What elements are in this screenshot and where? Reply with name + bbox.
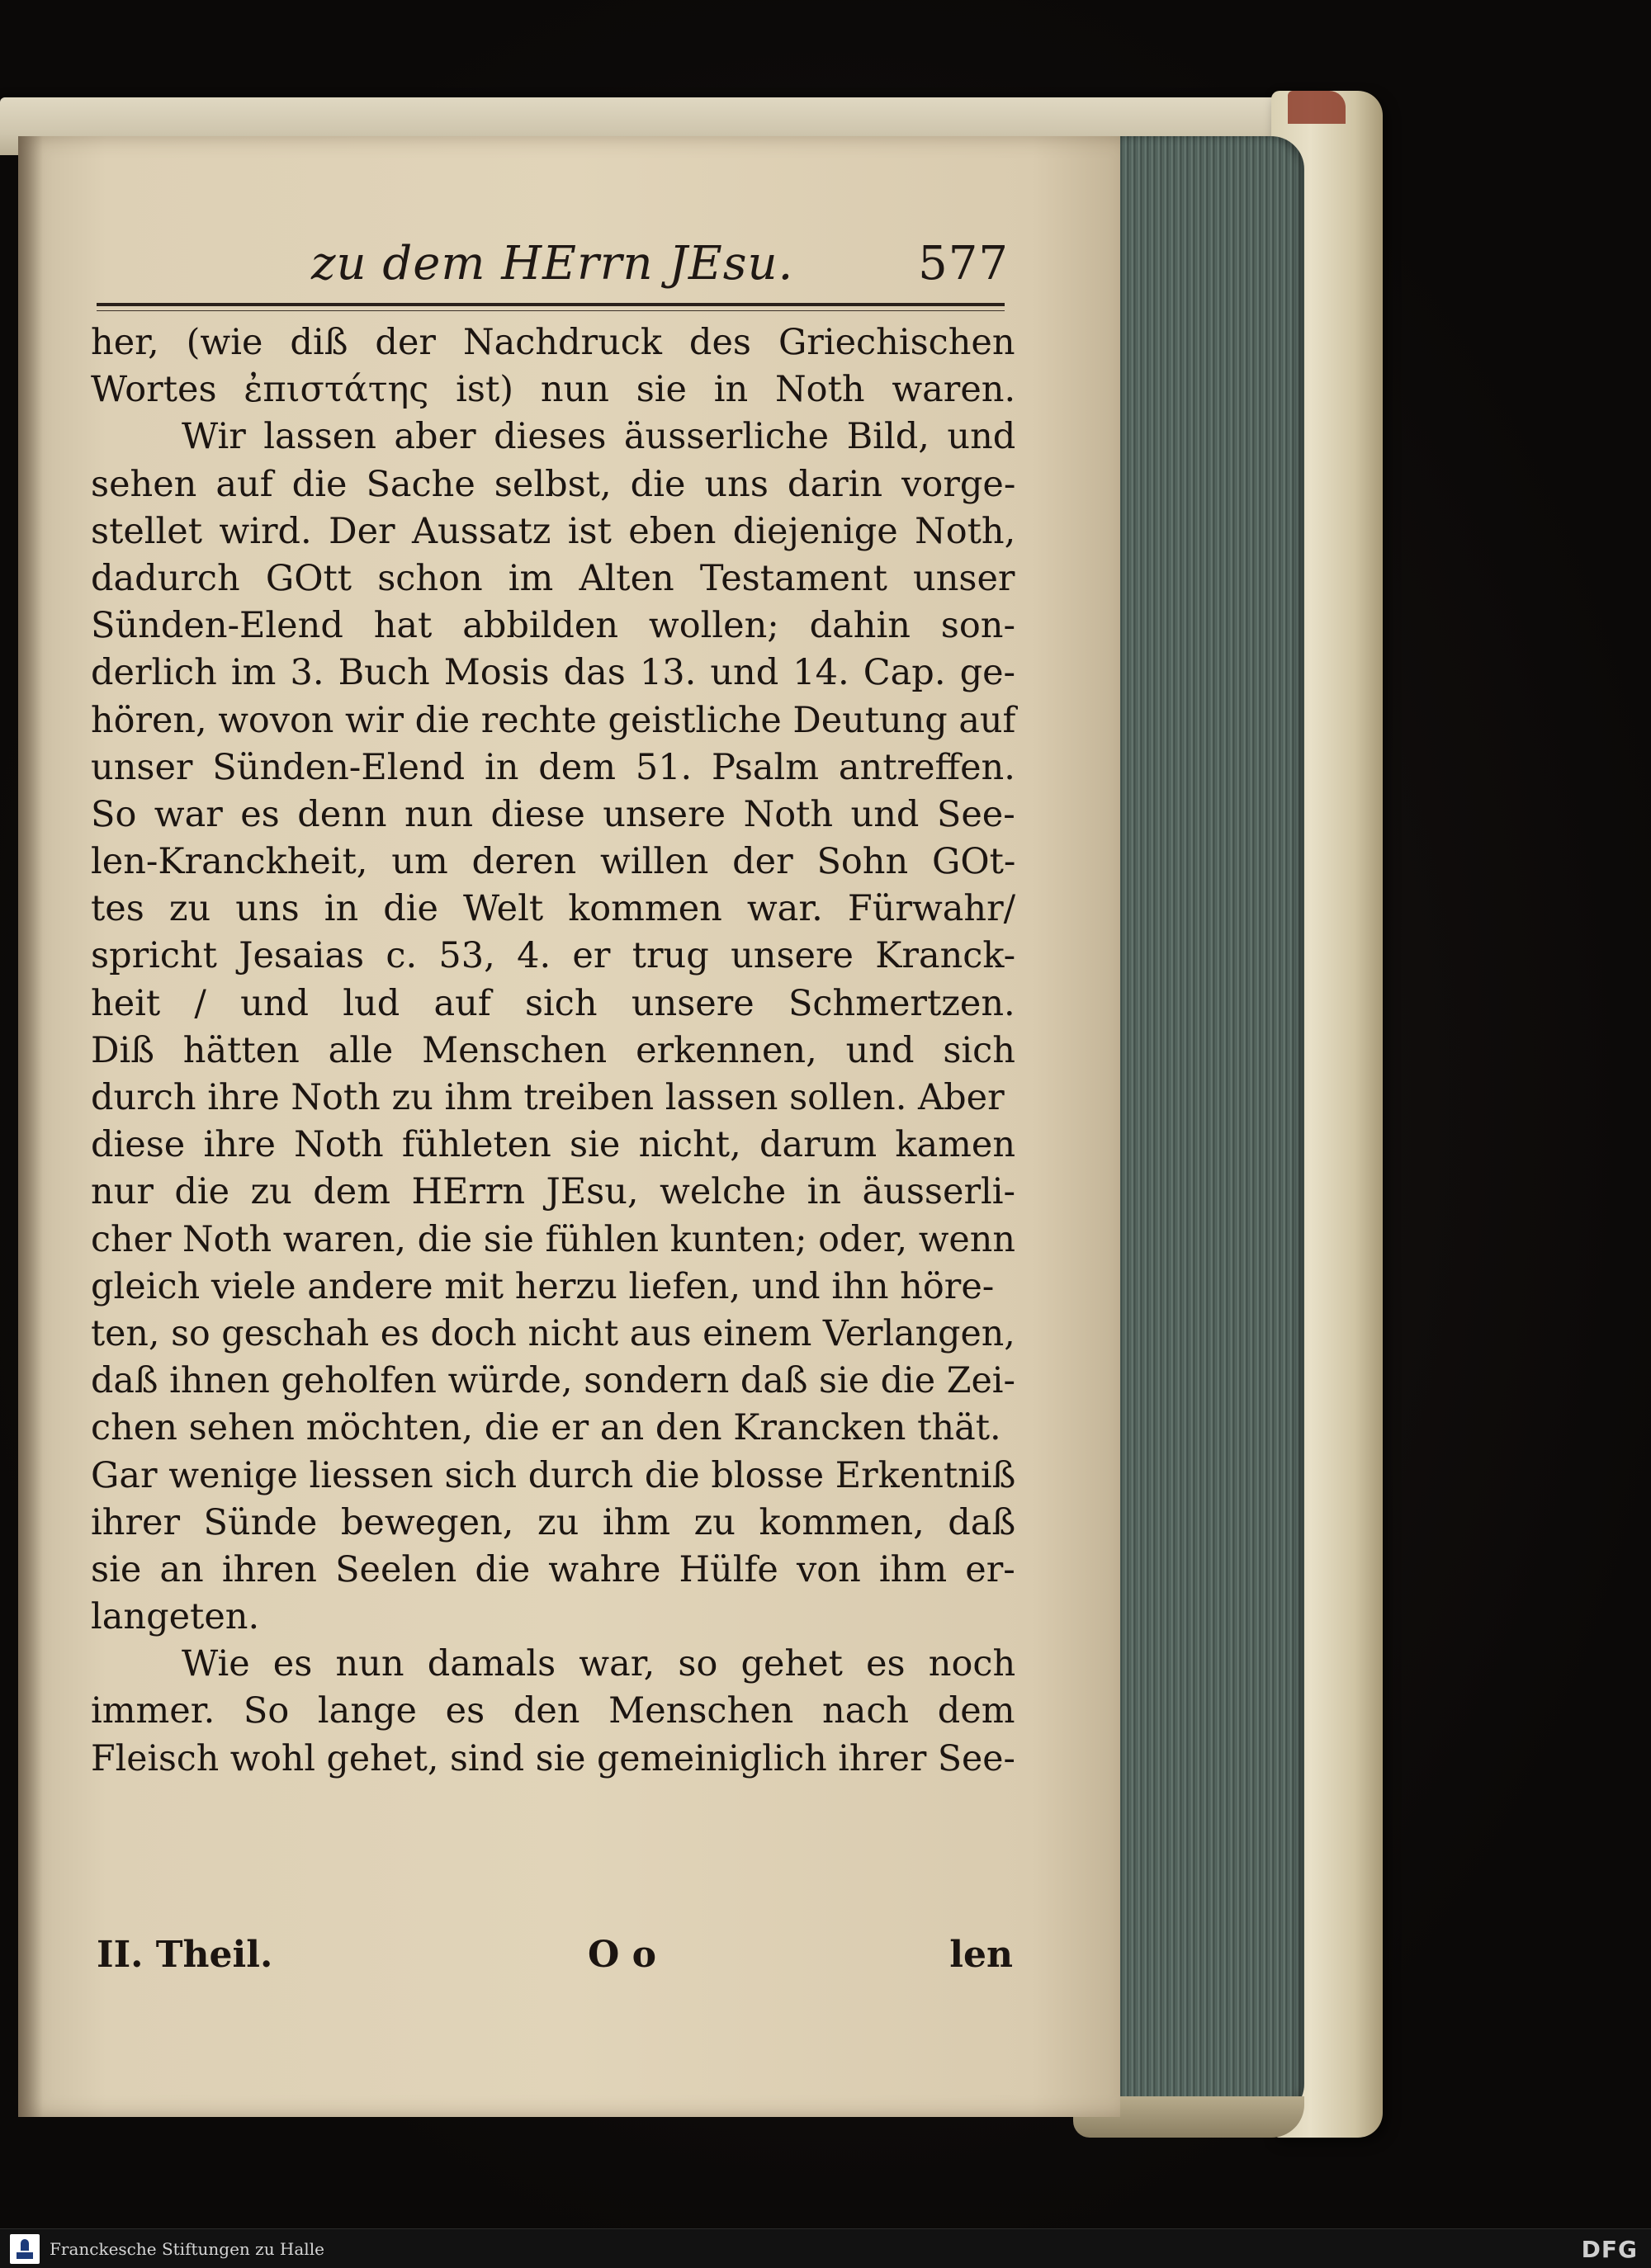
text-line: diese ihre Noth fühleten sie nicht, darum kamen [91,1124,1016,1166]
page-block-edges [1110,136,1304,2117]
running-head [97,237,1009,295]
viewer-bottom-bar [0,2228,1651,2268]
text-line: langeten. [91,1596,260,1638]
logo-base [17,2252,33,2259]
text-line: len-Kranckheit, um deren willen der Sohn GOt- [91,841,1016,883]
text-line: Wie es nun damals war, so gehet es noch [182,1643,1016,1685]
text-line: cher Noth waren, die sie fühlen kunten; oder, wenn [91,1218,1015,1260]
text-line: her, (wie diß der Nachdruck des Griechischen [91,322,1015,363]
page-number: 577 [918,237,1009,291]
running-title: zu dem HErrn JEsu. [311,237,794,291]
text-line: Wortes ἐπιστάτης ist) nun sie in Noth waren. [91,369,1016,411]
text-line: ihrer Sünde bewegen, zu ihm zu kommen, daß [91,1501,1016,1543]
text-line: daß ihnen geholfen würde, sondern daß sie die Zei- [91,1360,1015,1402]
text-line: dadurch GOtt schon im Alten Testament unser [91,557,1015,599]
text-line: Fleisch wohl gehet, sind sie gemeiniglich ihrer See- [91,1737,1015,1779]
text-line: nur die zu dem HErrn JEsu, welche in äusserli- [91,1171,1016,1213]
francke-foundations-logo-icon[interactable] [10,2234,40,2264]
footer-signature-mark: O o [588,1934,656,1976]
head-rule-thin [97,310,1005,311]
page-body-text [91,319,1015,1783]
footer-catchword: len [949,1934,1013,1976]
text-line: Diß hätten alle Menschen erkennen, und sich [91,1029,1015,1071]
text-line: ten, so geschah es doch nicht aus einem Verlangen, [91,1312,1015,1354]
text-line: unser Sünden-Elend in dem 51. Psalm antreffen. [91,746,1015,788]
text-line: Gar wenige liessen sich durch die blosse Erkentniß [91,1454,1016,1496]
text-line: derlich im 3. Buch Mosis das 13. und 14. Cap. ge- [91,652,1016,694]
dfg-logo[interactable]: DFG [1581,2236,1638,2263]
text-line: tes zu uns in die Welt kommen war. Fürwahr/ [91,888,1016,930]
text-line: durch ihre Noth zu ihm treiben lassen sollen. Aber [91,1077,1005,1118]
institution-name: Franckesche Stiftungen zu Halle [50,2239,324,2259]
head-rule [97,303,1005,306]
text-line: sehen auf die Sache selbst, die uns darin vorge- [91,463,1016,505]
text-line: Wir lassen aber dieses äusserliche Bild, und [182,416,1016,458]
text-line: sie an ihren Seelen die wahre Hülfe von ihm er- [91,1548,1015,1590]
text-line: So war es denn nun diese unsere Noth und See- [91,793,1015,835]
book-page [18,136,1120,2117]
page-footer [97,1934,1013,1983]
footer-part-label: II. Theil. [97,1934,273,1976]
text-line: gleich viele andere mit herzu liefen, und ihn höre- [91,1265,995,1307]
text-line: heit / und lud auf sich unsere Schmertzen. [91,982,1015,1024]
text-line: chen sehen möchten, die er an den Krancken thät. [91,1407,1001,1449]
text-line: Sünden-Elend hat abbilden wollen; dahin son- [91,605,1015,647]
text-line: immer. So lange es den Menschen nach dem [91,1690,1015,1732]
logo-mark [21,2239,29,2251]
text-line: hören, wovon wir die rechte geistliche Deutung auf [91,699,1016,741]
book-cover-corner [1288,91,1346,124]
text-line: stellet wird. Der Aussatz ist eben diejenige Noth, [91,510,1016,552]
text-line: spricht Jesaias c. 53, 4. er trug unsere Kranck- [91,935,1016,977]
